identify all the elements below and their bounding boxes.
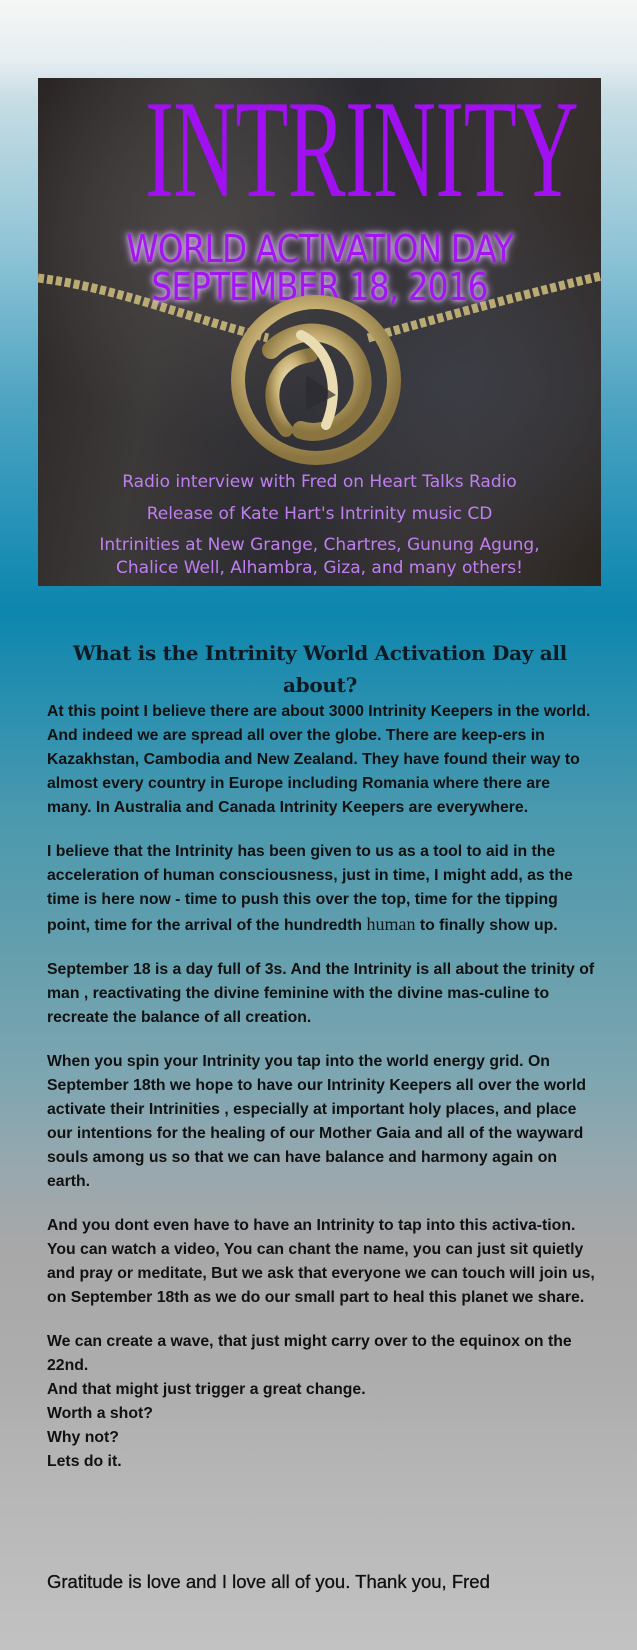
closing-line: Lets do it. bbox=[47, 1453, 122, 1470]
emphasis-human: human bbox=[366, 914, 416, 934]
intrinity-banner-image bbox=[38, 78, 601, 586]
paragraph-tool-end: to finally show up. bbox=[419, 917, 558, 934]
banner-title: INTRINITY bbox=[144, 78, 579, 227]
banner-line-radio: Radio interview with Fred on Heart Talks Radio bbox=[122, 472, 517, 492]
closing-line: And that might just trigger a great change. bbox=[47, 1381, 366, 1398]
closing-line: We can create a wave, that just might carry over to the equinox on the 22nd. bbox=[47, 1333, 572, 1374]
banner-line-locations-2: Chalice Well, Alhambra, Giza, and many others! bbox=[116, 558, 523, 578]
closing-lines bbox=[47, 1330, 595, 1474]
paragraph-keepers: At this point I believe there are about 3000 Intrinity Keepers in the world. And indeed we are spread all over the globe. There are keep-ers in Kazakhstan, Cambodia and New Zealand. They have found their way to almost every country in Europe including Romania where there are many. In Australia and Canada Intrinity Keepers are everywhere. bbox=[47, 703, 591, 816]
paragraph-energy-grid: When you spin your Intrinity you tap into the world energy grid. On September 18th we hope to have our Intrinity Keepers all over the world activate their Intrinities , especially at important holy places, and place our intentions for the healing of our Mother Gaia and all of the wayward souls among us so that we can have balance and harmony again on earth. bbox=[47, 1053, 586, 1190]
article-body bbox=[47, 700, 595, 1474]
signoff: Gratitude is love and I love all of you. Thank you, Fred bbox=[47, 1571, 490, 1592]
banner-subtitle-event: WORLD ACTIVATION DAY bbox=[126, 227, 513, 271]
banner-line-locations-1: Intrinities at New Grange, Chartres, Gunung Agung, bbox=[99, 535, 540, 555]
article-heading: What is the Intrinity World Activation Day all about? bbox=[73, 640, 567, 697]
banner-announcements bbox=[38, 466, 601, 580]
paragraph-tool-text: I believe that the Intrinity has been given to us as a tool to aid in the acceleration of human consciousness, just in time, I might add, as the time is here now - time to push this over the top, time for the tipping point, time for the arrival of the hundredth bbox=[47, 843, 573, 934]
intrinity-pendant-icon bbox=[231, 290, 401, 465]
closing-line: Why not? bbox=[47, 1429, 119, 1446]
banner-line-cd: Release of Kate Hart's Intrinity music CD bbox=[146, 504, 493, 524]
closing-line: Worth a shot? bbox=[47, 1405, 153, 1422]
paragraph-join: And you dont even have to have an Intrinity to tap into this activa-tion. You can watch a video, You can chant the name, you can just sit quietly and pray or meditate, But we ask that everyone we can touch will join us, on September 18th as we do our small part to heal this planet we share. bbox=[47, 1217, 595, 1306]
paragraph-threes: September 18 is a day full of 3s. And the Intrinity is all about the trinity of man , reactivating the divine feminine with the divine mas-culine to recreate the balance of all creation. bbox=[47, 961, 595, 1026]
banner-subtitle-date: SEPTEMBER 18, 2016 bbox=[151, 265, 488, 309]
paragraph-tool bbox=[47, 840, 595, 938]
